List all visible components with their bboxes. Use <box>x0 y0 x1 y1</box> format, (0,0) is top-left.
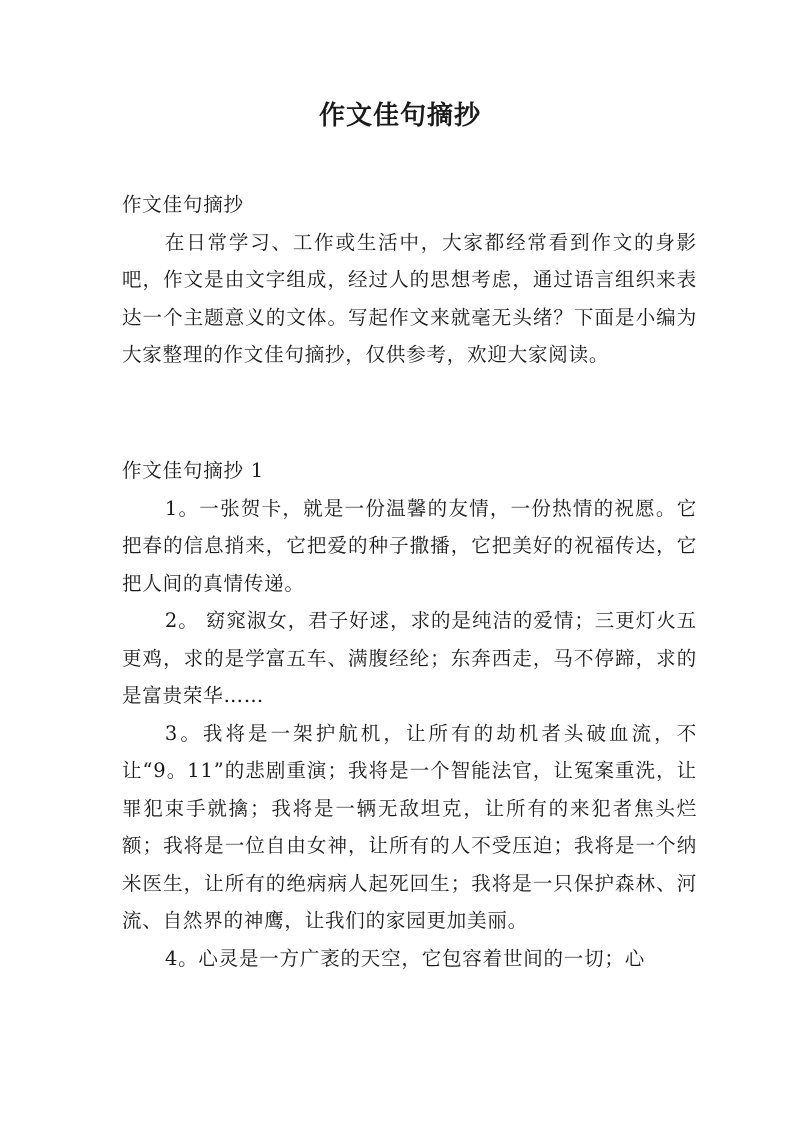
excerpt-item-2: 2。 窈窕淑女，君子好逑，求的是纯洁的爱情；三更灯火五更鸡，求的是学富五车、满腹经纶；东奔西走，马不停蹄，求的是富贵荣华…… <box>122 609 697 707</box>
section-heading: 作文佳句摘抄 1 <box>122 459 265 482</box>
intro-section <box>122 186 697 374</box>
excerpt-item-4: 4。心灵是一方广袤的天空，它包容着世间的一切；心 <box>164 946 645 970</box>
excerpt-item-3: 3。我将是一架护航机，让所有的劫机者头破血流，不让“9。11”的悲剧重演；我将是一个智能法官，让冤案重洗，让罪犯束手就擒；我将是一辆无敌坦克，让所有的来犯者焦头烂额；我将是一位自由女神，让所有的人不受压迫；我将是一个纳米医生，让所有的绝病病人起死回生；我将是一只保护森林、河流、自然界的神鹰，让我们的家园更加美丽。 <box>122 721 697 932</box>
excerpt-item-1: 1。一张贺卡，就是一份温馨的友情，一份热情的祝愿。它把春的信息捎来，它把爱的种子撒播，它把美好的祝福传达，它把人间的真情传递。 <box>122 496 697 595</box>
excerpts-section <box>122 452 697 977</box>
intro-paragraph: 在日常学习、工作或生活中，大家都经常看到作文的身影吧，作文是由文字组成，经过人的思想考虑，通过语言组织来表达一个主题意义的文体。写起作文来就毫无头绪？下面是小编为大家整理的作文佳句摘抄，仅供参考，欢迎大家阅读。 <box>122 230 697 366</box>
page-title: 作文佳句摘抄 <box>318 101 481 131</box>
intro-heading: 作文佳句摘抄 <box>122 193 244 216</box>
